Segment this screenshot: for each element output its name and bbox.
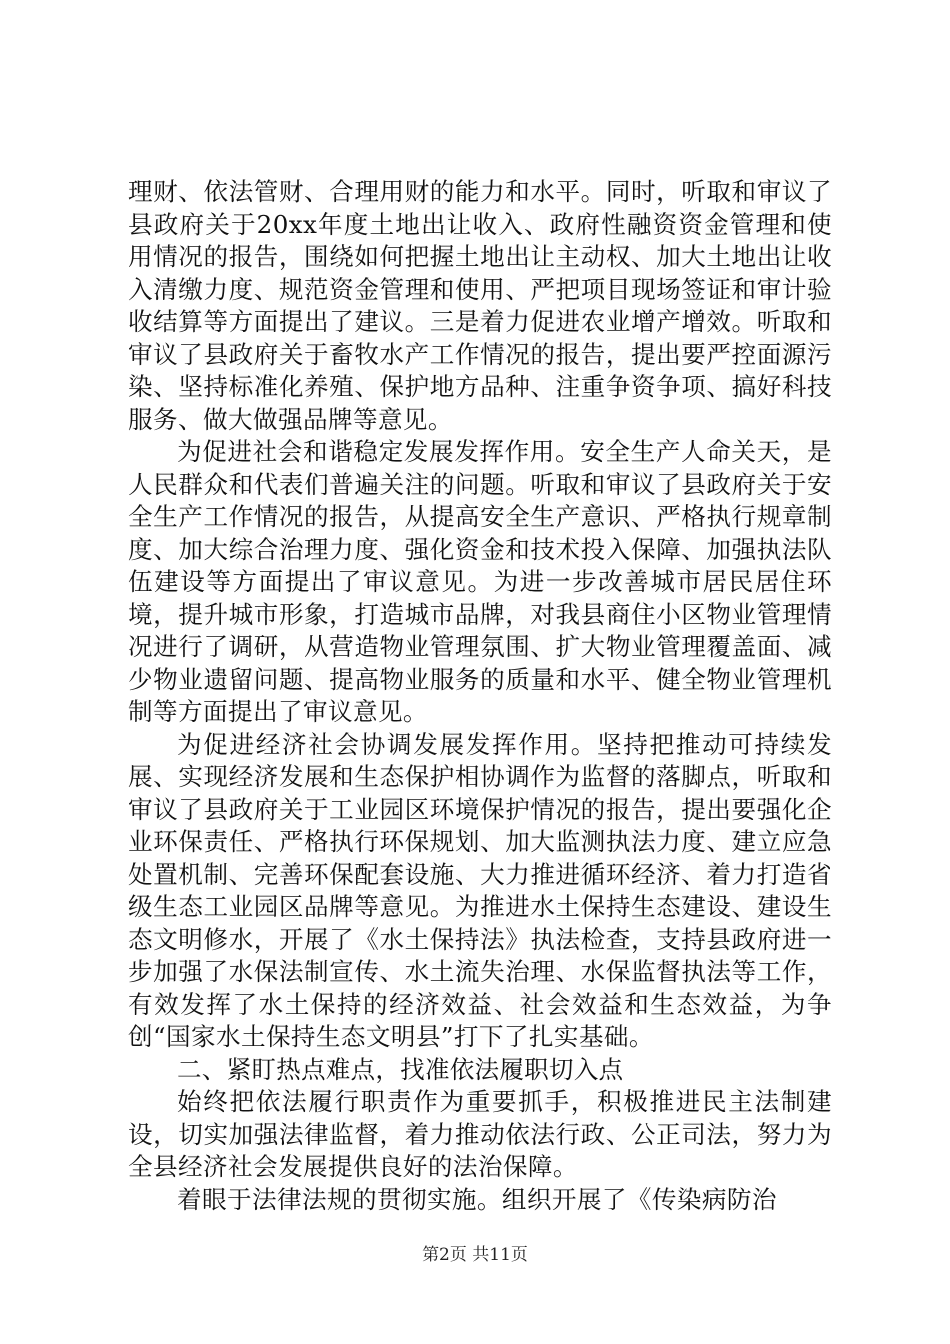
paragraph-3: 为促进经济社会协调发展发挥作用。坚持把推动可持续发展、实现经济发展和生态保护相协调作为监督的落脚点，听取和审议了县政府关于工业园区环境保护情况的报告，提出要强化企业环保责任、严格执行环保规划、加大监测执法力度、建立应急处置机制、完善环保配套设施、大力推进循环经济、着力打造省级生态工业园区品牌等意见。为推进水土保持生态建设、建设生态文明修水，开展了《水土保持法》执法检查，支持县政府进一步加强了水保法制宣传、水土流失治理、水保监督执法等工作，有效发挥了水土保持的经济效益、社会效益和生态效益，为争创“国家水土保持生态文明县”打下了扎实基础。 xyxy=(128,729,832,1051)
document-body xyxy=(128,176,832,1216)
paragraph-2: 为促进社会和谐稳定发展发挥作用。安全生产人命关天，是人民群众和代表们普遍关注的问题。听取和审议了县政府关于安全生产工作情况的报告，从提高安全生产意识、严格执行规章制度、加大综合治理力度、强化资金和技术投入保障、加强执法队伍建设等方面提出了审议意见。为进一步改善城市居民居住环境，提升城市形象，打造城市品牌，对我县商住小区物业管理情况进行了调研，从营造物业管理氛围、扩大物业管理覆盖面、减少物业遗留问题、提高物业服务的质量和水平、健全物业管理机制等方面提出了审议意见。 xyxy=(128,437,832,726)
page-number-footer: 第2页 共11页 xyxy=(422,1245,528,1265)
paragraph-5: 着眼于法律法规的贯彻实施。组织开展了《传染病防治 xyxy=(177,1184,777,1214)
paragraph-4: 始终把依法履行职责作为重要抓手，积极推进民主法制建设，切实加强法律监督，着力推动依法行政、公正司法，努力为全县经济社会发展提供良好的法治保障。 xyxy=(128,1087,832,1181)
section-heading: 二、紧盯热点难点，找准依法履职切入点 xyxy=(177,1054,624,1084)
paragraph-1: 理财、依法管财、合理用财的能力和水平。同时，听取和审议了县政府关于20xx年度土地出让收入、政府性融资资金管理和使用情况的报告，围绕如何把握土地出让主动权、加大土地出让收入清缴力度、规范资金管理和使用、严把项目现场签证和审计验收结算等方面提出了建议。三是着力促进农业增产增效。听取和审议了县政府关于畜牧水产工作情况的报告，提出要严控面源污染、坚持标准化养殖、保护地方品种、注重争资争项、搞好科技服务、做大做强品牌等意见。 xyxy=(128,177,832,434)
